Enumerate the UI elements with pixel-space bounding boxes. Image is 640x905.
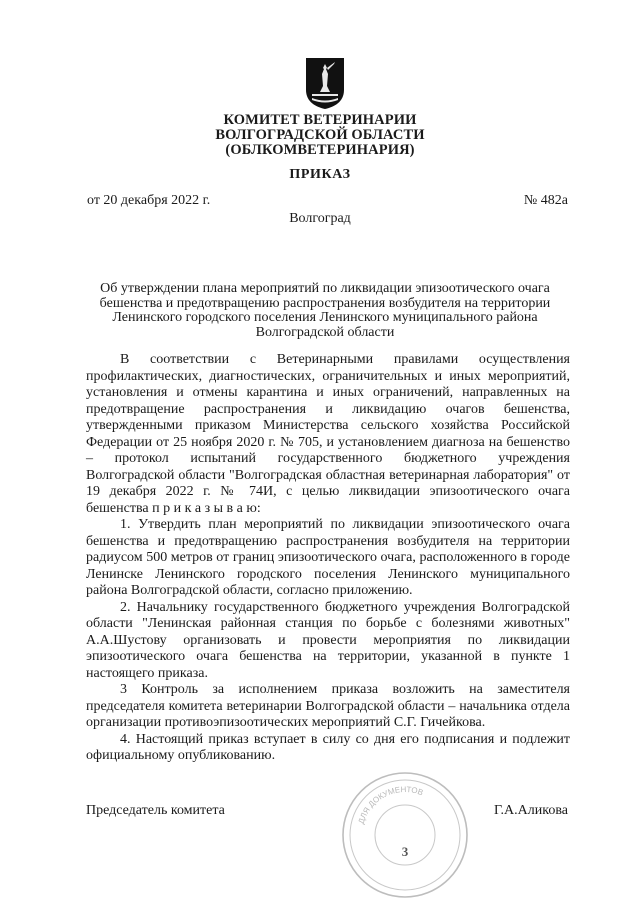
signer-name: Г.А.Аликова: [494, 803, 568, 818]
organization-name-line1: КОМИТЕТ ВЕТЕРИНАРИИ: [223, 112, 417, 128]
order-item-4: 4. Настоящий приказ вступает в силу со дня его подписания и подлежит официальному опубликованию.: [86, 731, 570, 763]
stamp-number: 3: [401, 844, 409, 859]
preamble-paragraph: В соответствии с Ветеринарными правилами осуществления профилактических, диагностических, ограничительных и иных мероприятий, установления и отмены карантина и иных ограничений, направленных на предотвращение распространения и ликвидацию очагов бешенства, утвержденными приказом Министерства сельского хозяйства Российской Федерации от 25 ноября 2020 г. № 705, и установлением диагноза на бешенство – протокол испытаний государственного бюджетного учреждения Волгоградской области "Волгоградская областная ветеринарная лаборатория" от 19 декабря 2022 г. № 74И, с целью ликвидации эпизоотического очага бешенства п р и к а з ы в а ю:: [86, 352, 570, 516]
round-stamp: [340, 770, 470, 900]
document-body: [86, 352, 570, 765]
coat-of-arms-icon: [304, 56, 346, 110]
order-item-2: 2. Начальнику государственного бюджетного учреждения Волгоградской области "Ленинская районная станция по борьбе с болезнями животных" А.А.Шустову организовать и провести мероприятия по ликвидации эпизоотического очага бешенства на территории, указанной в пункте 1 настоящего приказа.: [86, 599, 570, 681]
organization-name-line2: ВОЛГОГРАДСКОЙ ОБЛАСТИ: [215, 127, 425, 143]
stamp-text: ДЛЯ ДОКУМЕНТОВ: [356, 784, 425, 825]
document-city: Волгоград: [289, 211, 351, 226]
signer-title: Председатель комитета: [86, 803, 225, 818]
document-number: № 482а: [523, 193, 568, 208]
document-date: от 20 декабря 2022 г.: [87, 193, 211, 208]
order-item-3: 3 Контроль за исполнением приказа возложить на заместителя председателя комитета ветеринарии Волгоградской области – начальника отдела организации противоэпизоотических мероприятий С.Г. Гичейкова.: [86, 682, 570, 730]
order-item-1: 1. Утвердить план мероприятий по ликвидации эпизоотического очага бешенства и предотвращению распространения возбудителя на территории радиусом 500 метров от границ эпизоотического очага, расположенного в городе Ленинске Ленинского городского поселения Ленинского муниципального района Волгоградской области, согласно приложению.: [86, 517, 570, 598]
document-subject: Об утверждении плана мероприятий по ликвидации эпизоотического очага бешенства и предотвращению распространения возбудителя на территории Ленинского городского поселения Ленинского муниципального района Волгоградской области: [99, 281, 551, 340]
organization-name-line3: (ОБЛКОМВЕТЕРИНАРИЯ): [225, 142, 415, 158]
document-type: ПРИКАЗ: [289, 167, 351, 182]
